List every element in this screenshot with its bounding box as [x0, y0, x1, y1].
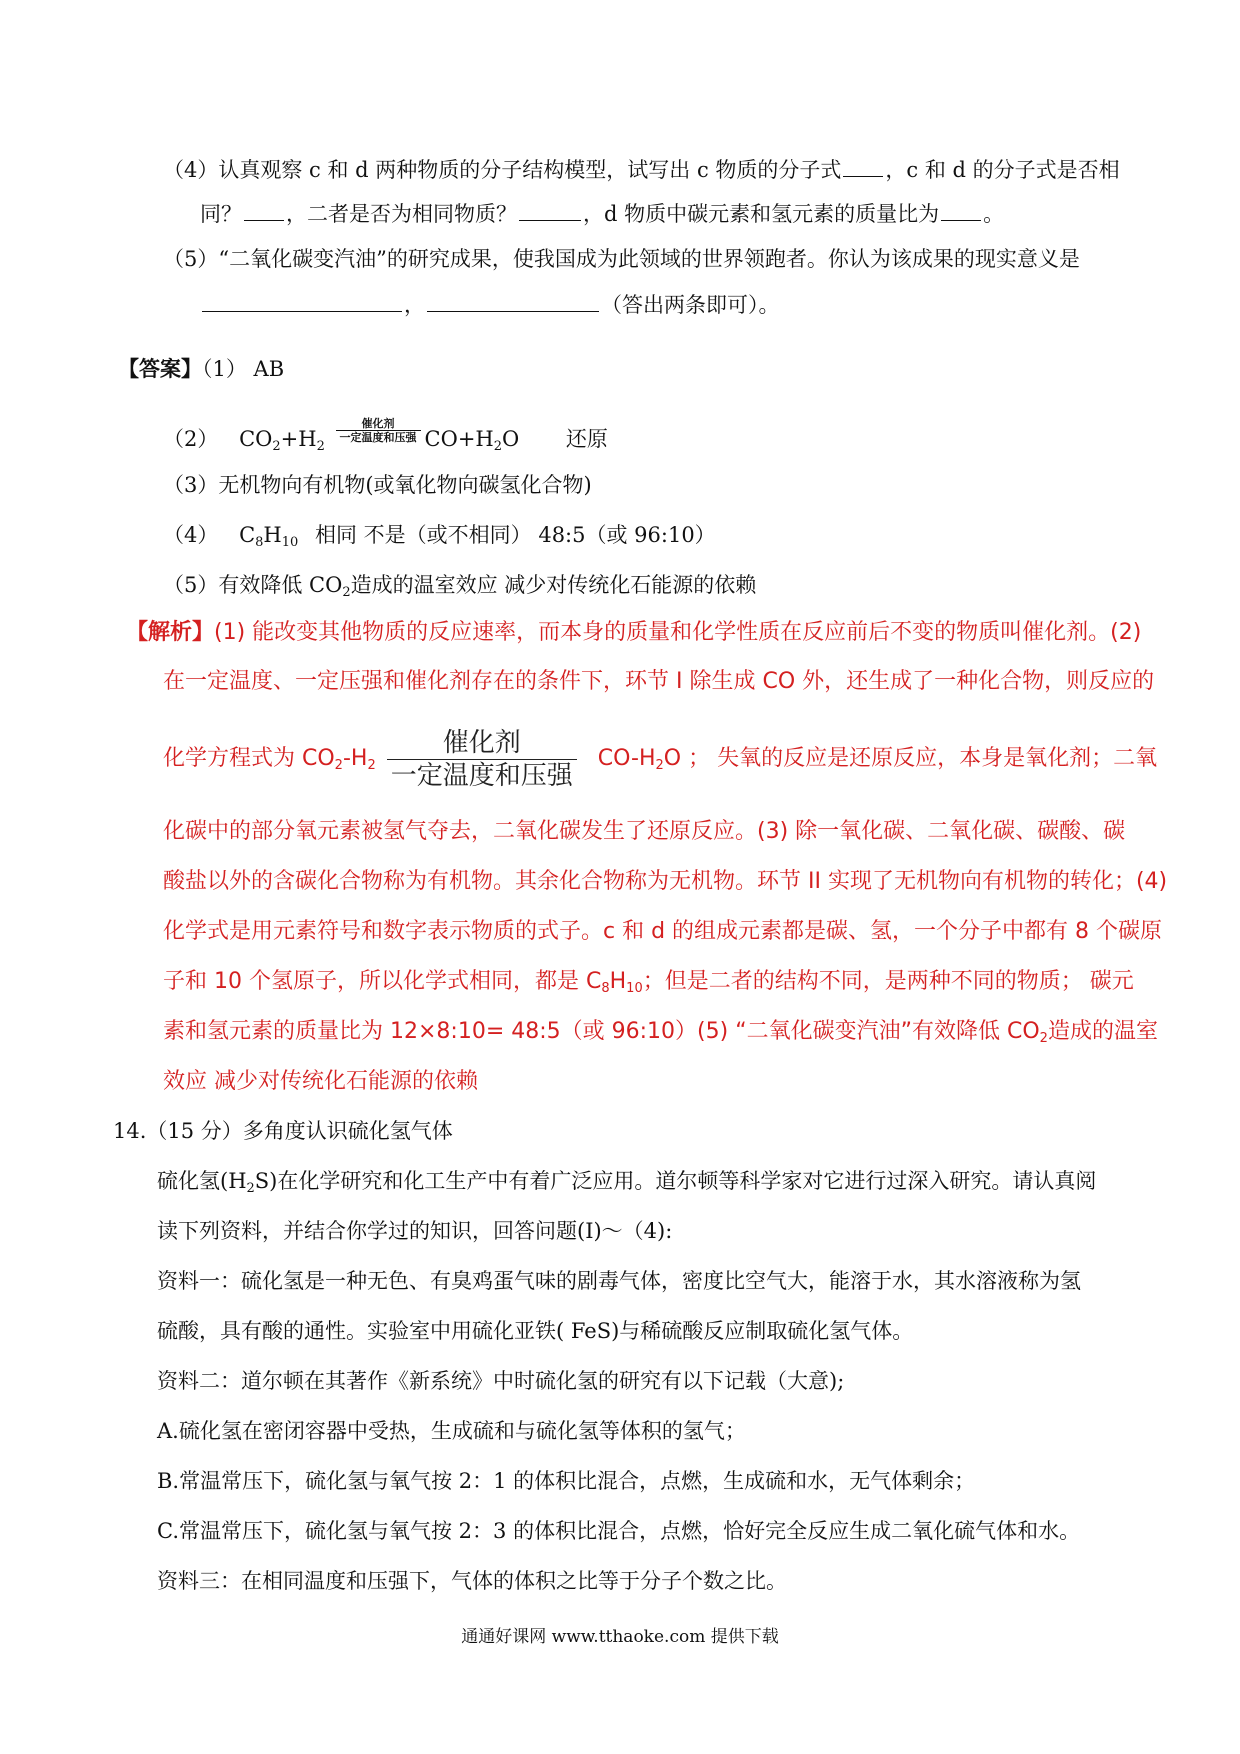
q14-title: 14.（15 分）多角度认识硫化氢气体 — [113, 1119, 453, 1143]
analysis-line-6 — [163, 917, 1162, 947]
subscript: 2 — [1039, 1031, 1048, 1046]
answer-4-rest: 相同 不是（或不相同） 48:5（或 96:10） — [314, 523, 716, 547]
answer-5a: （5）有效降低 CO — [163, 573, 343, 597]
condition-label: 一定温度和压强 — [390, 760, 573, 791]
answer-2-num: （2） — [163, 427, 219, 451]
answer-blank — [843, 158, 883, 177]
catalyst-label: 催化剂 — [387, 727, 577, 760]
record-b-text: B.常温常压下，硫化氢与氧气按 2：1 的体积比混合，点燃，生成硫和水，无气体剩余； — [157, 1469, 976, 1493]
analysis-line-8 — [163, 1017, 1158, 1054]
analysis-text-3a: 化学方程式为 CO — [163, 746, 335, 771]
answer-blank — [941, 202, 981, 221]
material-1-line-2 — [157, 1316, 913, 1346]
analysis-tag: 【解析】 — [126, 620, 215, 645]
subscript: 2 — [367, 758, 376, 773]
formula-c: C — [239, 523, 256, 547]
analysis-text-2: 在一定温度、一定压强和催化剂存在的条件下，环节 I 除生成 CO 外，还生成了一种化合物，则反应的 — [163, 669, 1155, 694]
answer-2-rhs: CO+H — [424, 427, 494, 451]
answer-blank — [244, 202, 284, 221]
q4-text-1: （4）认真观察 c 和 d 两种物质的分子结构模型，试写出 c 物质的分子式 — [163, 158, 842, 182]
analysis-line-1 — [126, 618, 1141, 648]
answer-1: （1） AB — [202, 357, 285, 381]
answer-2-rhs-o: O — [502, 427, 520, 451]
analysis-line-4 — [163, 817, 1125, 847]
answer-2-lhs-h: +H — [280, 427, 317, 451]
formula-h: H — [263, 523, 282, 547]
analysis-line-2 — [163, 667, 1154, 697]
material-1b: 硫酸，具有酸的通性。实验室中用硫化亚铁( FeS)与稀硫酸反应制取硫化氢气体。 — [157, 1319, 914, 1343]
analysis-line-5 — [163, 867, 1167, 897]
answer-line-3 — [163, 470, 592, 500]
subscript: 10 — [281, 535, 299, 550]
record-a-text: A.硫化氢在密闭容器中受热，生成硫和与硫化氢等体积的氢气； — [157, 1419, 746, 1443]
q5-text-2b: （答出两条即可）。 — [601, 293, 780, 317]
answer-line-2 — [163, 417, 608, 462]
answer-5b: 造成的温室效应 减少对传统化石能源的依赖 — [350, 573, 757, 597]
subscript: 2 — [655, 758, 664, 773]
reaction-condition — [387, 727, 577, 792]
analysis-text-3d: O ； 失氧的反应是还原反应，本身是氧化剂；二氧 — [663, 746, 1158, 771]
subscript: 2 — [493, 439, 503, 454]
analysis-text-7c: H — [609, 969, 627, 994]
answer-tag: 【答案】 — [118, 356, 202, 381]
analysis-text-4: 化碳中的部分氧元素被氢气夺去，二氧化碳发生了还原反应。(3) 除一氧化碳、二氧化碳、碳酸、碳 — [163, 819, 1126, 844]
answer-line-5 — [163, 570, 756, 608]
q14-p1a: 硫化氢(H — [157, 1169, 247, 1193]
material-2-text: 资料二：道尔顿在其著作《新系统》中时硫化氢的研究有以下记载（大意); — [157, 1369, 845, 1393]
answer-blank — [202, 293, 402, 312]
material-1-line-1 — [157, 1266, 1081, 1296]
analysis-text-3b: -H — [342, 746, 368, 771]
answer-4-num: （4） — [163, 523, 219, 547]
analysis-text-9: 效应 减少对传统化石能源的依赖 — [163, 1069, 478, 1094]
analysis-text-1: (1) 能改变其他物质的反应速率，而本身的质量和化学性质在反应前后不变的物质叫催化剂。(2) — [214, 620, 1142, 645]
q5-text-1: （5）“二氧化碳变汽油”的研究成果，使我国成为此领域的世界领跑者。你认为该成果的现实意义是 — [163, 247, 1080, 271]
analysis-line-3 — [163, 722, 1157, 803]
record-a — [157, 1416, 746, 1446]
analysis-text-8a: 素和氢元素的质量比为 12×8:10= 48:5（或 96:10）(5) “二氧化碳变汽油”有效降低 CO — [163, 1019, 1040, 1044]
answer-3: （3）无机物向有机物(或氧化物向碳氢化合物) — [163, 473, 592, 497]
analysis-line-7 — [163, 967, 1134, 1004]
q4-text-2c: ，d 物质中碳元素和氢元素的质量比为 — [583, 202, 940, 226]
question-5-line-2 — [200, 290, 780, 320]
subscript: 8 — [601, 981, 610, 996]
answer-blank — [519, 202, 581, 221]
subscript: 10 — [626, 981, 643, 996]
answer-2-lhs-co: CO — [239, 427, 273, 451]
question-14-title — [113, 1116, 453, 1146]
subscript: 2 — [334, 758, 343, 773]
answer-line-1 — [118, 354, 284, 384]
record-c-text: C.常温常压下，硫化氢与氧气按 2：3 的体积比混合，点燃，恰好完全反应生成二氧化硫气体和水。 — [157, 1519, 1081, 1543]
subscript: 8 — [255, 535, 264, 550]
record-c — [157, 1516, 1080, 1546]
analysis-line-9 — [163, 1067, 478, 1097]
q14-para-1 — [157, 1166, 1096, 1204]
page-footer: 通通好课网 www.tthaoke.com 提供下载 — [461, 1627, 779, 1647]
analysis-text-7a: 子和 10 个氢原子，所以化学式相同，都是 C — [163, 969, 602, 994]
q4-text-1b: ，c 和 d 的分子式是否相 — [885, 158, 1120, 182]
q4-text-2d: 。 — [983, 202, 1005, 226]
q5-text-2a: ， — [404, 293, 425, 317]
question-4-line-1 — [163, 155, 1120, 185]
material-3-text: 资料三：在相同温度和压强下，气体的体积之比等于分子个数之比。 — [157, 1569, 787, 1593]
record-b — [157, 1466, 975, 1496]
q14-p2: 读下列资料，并结合你学过的知识，回答问题(I)～（4): — [157, 1219, 673, 1243]
material-3 — [157, 1566, 787, 1596]
analysis-text-3c: CO-H — [597, 746, 656, 771]
answer-2-word: 还原 — [565, 427, 608, 451]
condition-label: 一定温度和压强 — [339, 431, 417, 444]
answer-blank — [427, 293, 599, 312]
analysis-text-8b: 造成的温室 — [1047, 1019, 1158, 1044]
analysis-text-5: 酸盐以外的含碳化合物称为有机物。其余化合物称为无机物。环节 II 实现了无机物向有机物的转化；(4) — [163, 869, 1168, 894]
question-4-line-2 — [200, 199, 1004, 229]
question-5-line-1 — [163, 244, 1080, 274]
material-2 — [157, 1366, 844, 1396]
subscript: 2 — [316, 439, 325, 454]
subscript: 2 — [272, 439, 281, 454]
q14-para-2 — [157, 1216, 672, 1246]
subscript: 2 — [246, 1181, 255, 1196]
analysis-text-6: 化学式是用元素符号和数字表示物质的式子。c 和 d 的组成元素都是碳、氢，一个分子中都有 8 个碳原 — [163, 919, 1163, 944]
material-1a: 资料一：硫化氢是一种无色、有臭鸡蛋气味的剧毒气体，密度比空气大，能溶于水，其水溶液称为氢 — [157, 1269, 1081, 1293]
q4-text-2b: ，二者是否为相同物质？ — [286, 202, 517, 226]
catalyst-label: 催化剂 — [336, 417, 421, 431]
subscript: 2 — [342, 585, 351, 600]
q4-text-2a: 同？ — [200, 202, 242, 226]
answer-line-4 — [163, 520, 716, 558]
reaction-condition — [336, 417, 421, 444]
analysis-text-7e: ；但是二者的结构不同，是两种不同的物质； 碳元 — [642, 969, 1134, 994]
q14-p1b: S)在化学研究和化工生产中有着广泛应用。道尔顿等科学家对它进行过深入研究。请认真阅 — [254, 1169, 1097, 1193]
